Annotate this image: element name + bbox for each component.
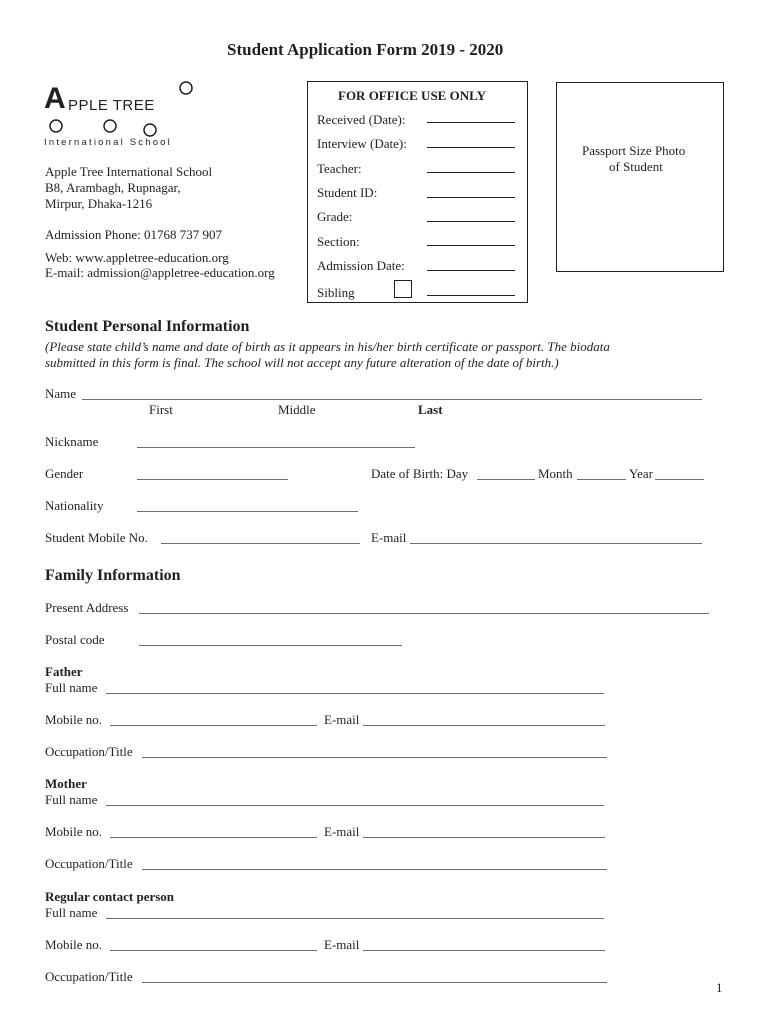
gender-field[interactable] bbox=[137, 479, 288, 480]
sibling-checkbox[interactable] bbox=[394, 280, 412, 298]
student-mobile-label: Student Mobile No. bbox=[45, 530, 148, 545]
student-email-field[interactable] bbox=[410, 543, 702, 544]
office-sibling-field[interactable] bbox=[427, 295, 515, 296]
gender-label: Gender bbox=[45, 466, 84, 481]
office-section-label: Section: bbox=[317, 234, 360, 249]
father-email-field[interactable] bbox=[363, 725, 605, 726]
form-title: Student Application Form 2019 - 2020 bbox=[227, 40, 504, 59]
dob-month-field[interactable] bbox=[577, 479, 626, 480]
office-teacher-field[interactable] bbox=[427, 172, 515, 173]
dob-day-field[interactable] bbox=[477, 479, 535, 480]
contact-heading: Regular contact person bbox=[45, 889, 175, 904]
nickname-label: Nickname bbox=[45, 434, 99, 449]
mother-occupation-label: Occupation/Title bbox=[45, 856, 133, 871]
logo-letter: A bbox=[44, 82, 66, 115]
logo-subtitle: International School bbox=[44, 137, 172, 148]
office-student-id-label: Student ID: bbox=[317, 185, 378, 200]
mother-mobile-field[interactable] bbox=[110, 837, 317, 838]
office-interview-field[interactable] bbox=[427, 147, 515, 148]
mother-heading: Mother bbox=[45, 776, 87, 791]
father-full-name-field[interactable] bbox=[106, 693, 604, 694]
office-interview-label: Interview (Date): bbox=[317, 136, 407, 151]
present-address-label: Present Address bbox=[45, 600, 129, 615]
mother-email-field[interactable] bbox=[363, 837, 605, 838]
school-email: E-mail: admission@appletree-education.org bbox=[45, 265, 275, 280]
school-logo bbox=[44, 78, 204, 148]
office-teacher-label: Teacher: bbox=[317, 161, 362, 176]
name-last-caption: Last bbox=[418, 402, 443, 417]
school-address-1: B8, Arambagh, Rupnagar, bbox=[45, 180, 181, 195]
dob-day-label: Date of Birth: Day bbox=[371, 466, 469, 481]
personal-note-2: submitted in this form is final. The school will not accept any future alteration of the date of birth.) bbox=[45, 355, 559, 370]
contact-email-label: E-mail bbox=[324, 937, 360, 952]
contact-email-field[interactable] bbox=[363, 950, 605, 951]
dob-year-field[interactable] bbox=[655, 479, 704, 480]
present-address-field[interactable] bbox=[139, 613, 709, 614]
name-label: Name bbox=[45, 386, 77, 401]
postal-code-field[interactable] bbox=[139, 645, 402, 646]
school-web: Web: www.appletree-education.org bbox=[45, 250, 229, 265]
father-mobile-field[interactable] bbox=[110, 725, 317, 726]
office-grade-field[interactable] bbox=[427, 221, 515, 222]
logo-name: PPLE TREE bbox=[68, 97, 155, 114]
contact-full-name-field[interactable] bbox=[106, 918, 604, 919]
school-name: Apple Tree International School bbox=[45, 164, 213, 179]
mother-email-label: E-mail bbox=[324, 824, 360, 839]
mother-occupation-field[interactable] bbox=[142, 869, 607, 870]
contact-occupation-label: Occupation/Title bbox=[45, 969, 133, 984]
apple-logo-graphic bbox=[44, 78, 204, 138]
postal-code-label: Postal code bbox=[45, 632, 105, 647]
family-info-heading: Family Information bbox=[45, 567, 181, 584]
passport-photo-box bbox=[556, 82, 724, 272]
mother-full-name-label: Full name bbox=[45, 792, 98, 807]
mother-mobile-label: Mobile no. bbox=[45, 824, 103, 839]
office-admission-date-field[interactable] bbox=[427, 270, 515, 271]
dob-year-label: Year bbox=[629, 466, 653, 481]
office-admission-date-label: Admission Date: bbox=[317, 258, 405, 273]
office-sibling-label: Sibling bbox=[317, 285, 355, 300]
father-mobile-label: Mobile no. bbox=[45, 712, 103, 727]
photo-label-1: Passport Size Photo bbox=[582, 143, 686, 158]
nationality-field[interactable] bbox=[137, 511, 358, 512]
father-heading: Father bbox=[45, 664, 83, 679]
name-first-caption: First bbox=[149, 402, 173, 417]
admission-phone: Admission Phone: 01768 737 907 bbox=[45, 227, 222, 242]
contact-mobile-label: Mobile no. bbox=[45, 937, 103, 952]
office-section-field[interactable] bbox=[427, 245, 515, 246]
nationality-label: Nationality bbox=[45, 498, 104, 513]
office-use-heading: FOR OFFICE USE ONLY bbox=[338, 88, 486, 103]
dob-month-label: Month bbox=[538, 466, 573, 481]
name-middle-caption: Middle bbox=[278, 402, 316, 417]
name-field[interactable] bbox=[82, 399, 702, 400]
father-email-label: E-mail bbox=[324, 712, 360, 727]
photo-label-2: of Student bbox=[609, 159, 663, 174]
father-full-name-label: Full name bbox=[45, 680, 98, 695]
contact-mobile-field[interactable] bbox=[110, 950, 317, 951]
page-number: 1 bbox=[716, 980, 723, 995]
contact-full-name-label: Full name bbox=[45, 905, 98, 920]
mother-full-name-field[interactable] bbox=[106, 805, 604, 806]
student-email-label: E-mail bbox=[371, 530, 407, 545]
father-occupation-label: Occupation/Title bbox=[45, 744, 133, 759]
student-mobile-field[interactable] bbox=[161, 543, 360, 544]
office-student-id-field[interactable] bbox=[427, 197, 515, 198]
office-grade-label: Grade: bbox=[317, 209, 353, 224]
nickname-field[interactable] bbox=[137, 447, 415, 448]
personal-note-1: (Please state child’s name and date of birth as it appears in his/her birth certificate or passport. The biodata bbox=[45, 339, 610, 354]
school-address-2: Mirpur, Dhaka-1216 bbox=[45, 196, 153, 211]
contact-occupation-field[interactable] bbox=[142, 982, 607, 983]
personal-info-heading: Student Personal Information bbox=[45, 318, 250, 335]
father-occupation-field[interactable] bbox=[142, 757, 607, 758]
office-received-label: Received (Date): bbox=[317, 112, 406, 127]
office-received-field[interactable] bbox=[427, 122, 515, 123]
